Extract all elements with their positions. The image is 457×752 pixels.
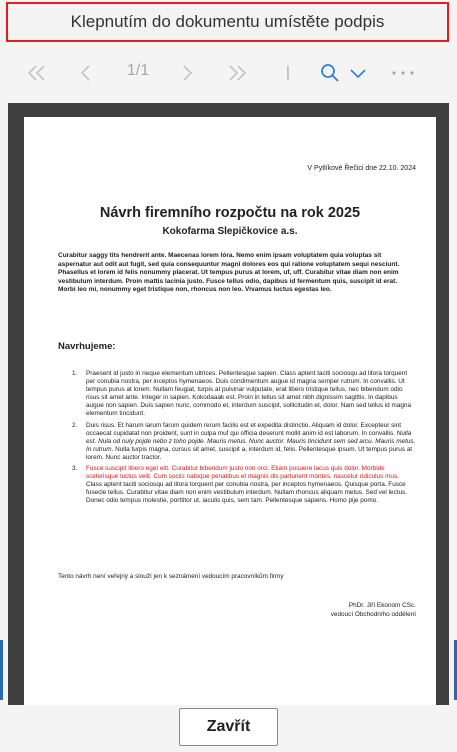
document-page[interactable] xyxy=(24,117,436,705)
list-item xyxy=(72,465,416,505)
document-title: Návrh firemního rozpočtu na rok 2025 xyxy=(99,205,361,221)
proposal-list xyxy=(72,370,416,509)
list-item-number: 1. xyxy=(72,370,78,377)
dialog-footer xyxy=(0,705,457,752)
list-item-text: Praesent id justo in neque elementum ultrices. Pellentesque sapien. Class aptent taciti sociosqu ad litora torquent per conubia nostra, per inceptos hymenaeos. Duis condimentum augue id magna semper rutrum. In convallis. Ut tempus purus at lorem. Nullam feugiat, turpis at pulvinar vulputate, erat libero tristique tellus, nec bibendum odio risus sit amet ante. Integer in sapien. Kokodaaak est. Proin in tellus sit amet nibh dignissim sagittis. In dapibus augue non sapien. Duis sapien nunc, commodo et, interdum suscipit, sollicitudin et, dolor. Nam sed tellus id magna elementum tincidunt. xyxy=(86,370,412,418)
list-item-number: 2. xyxy=(72,421,78,429)
document-lead-paragraph: Curabitur saggy tits hendrerit ante. Maecenas lorem lóra. Nemo enim ipsam voluptatem quia voluptas sit aspernatur aut odit aut fugit, sed quia consequuntur magni dolores eos qui ratione voluptatem sequi nesciunt. Phasellus et lorem id felis nonummy placerat. Ut tempus purus at lorem, uf, uff. Curabitur vitae diam non enim vestibulum interdum. Proin mattis lacinia justo. Fusce tellus odio, dapibus id fermentum quis, suscipit id erat. Morbi leo mi, nonummy eget tristique non, rhoncus non leo. Vivamus luctus egestas leo. xyxy=(58,252,400,294)
list-item-highlight-text: Fusce suscipit libero eget elit. Curabitur bibendum justo non orci. Etiam posuere lacus quis dolor. Morbide scelerisque luctus velit. Cum sociis natoque penatibus et magnis dis parturient montes, nascetur ridiculus mus. xyxy=(86,465,399,481)
double-chevron-right-icon[interactable] xyxy=(222,58,252,88)
document-subtitle: Kokofarma Slepičkovice a.s. xyxy=(162,226,298,237)
signature-name: PhDr. Jiří Ekonom CSc. xyxy=(348,602,416,609)
list-item-text: Class aptent taciti sociosqu ad litora torquent per conubia nostra, per inceptos hymenaeos. Quisque porta. Fusce fusecle tellus. Curabitur vitae diam non enim vestibulum interdum. Nullam rhoncus aliquam metus. Sed vel lectus. Donec odio tempus molestie, porttitor ut, iaculis quis, sem tam. Pellentesque sapiens. Homo pije pomo. xyxy=(86,481,408,505)
document-heading: Navrhujeme: xyxy=(58,341,116,352)
toolbar-divider: | xyxy=(285,64,291,81)
close-button[interactable]: Zavřít xyxy=(179,708,278,746)
chevron-down-icon[interactable] xyxy=(346,58,370,88)
list-item xyxy=(72,370,416,419)
list-item-number: 3. xyxy=(72,465,78,473)
document-date: V Pytlíkové Řečici dne 22.10. 2024 xyxy=(307,165,416,172)
background-edge-left xyxy=(0,640,3,700)
list-item xyxy=(72,422,416,462)
sign-instruction-banner: Klepnutím do dokumentu umístěte podpis xyxy=(6,2,449,42)
search-icon[interactable] xyxy=(318,58,342,88)
list-item-italic-text: Nulla est. Nula od nuly pojde nebo z toho pojde. Mauris metus. Nunc auctor. Mauris tincidunt sem sed arcu. Mauris metus. In rutrum. xyxy=(86,429,416,453)
chevron-right-icon[interactable] xyxy=(175,58,201,88)
page-indicator: 1/1 xyxy=(126,62,150,79)
document-viewer[interactable] xyxy=(8,103,449,705)
viewer-toolbar xyxy=(0,46,457,102)
chevron-left-icon[interactable] xyxy=(72,58,98,88)
double-chevron-left-icon[interactable] xyxy=(22,58,52,88)
list-item-text: Nulla turpis magna, cursus sit amet, suscipit a, interdum id, felis. Pellentesque ipsum. Ut tempus purus at lorem. Nunc auctor tractor. xyxy=(86,445,413,461)
list-item-text: Duis risus. Et harum larum farum quidem rerum facilis est et expedita distinctio. Aliquam id dolor. Excepteur sint occaecat cupidatat non proident, sunt in culpa muf qui officia deserunt mollit anim id est laborum. In convallis. xyxy=(86,421,402,437)
ellipsis-icon[interactable] xyxy=(388,58,418,88)
document-note: Tento návrh není veřejný a slouží jen k seznámení vedoucím pracovníkům firmy xyxy=(58,573,284,580)
signature-role: vedoucí Obchodního oddělení xyxy=(330,611,416,618)
